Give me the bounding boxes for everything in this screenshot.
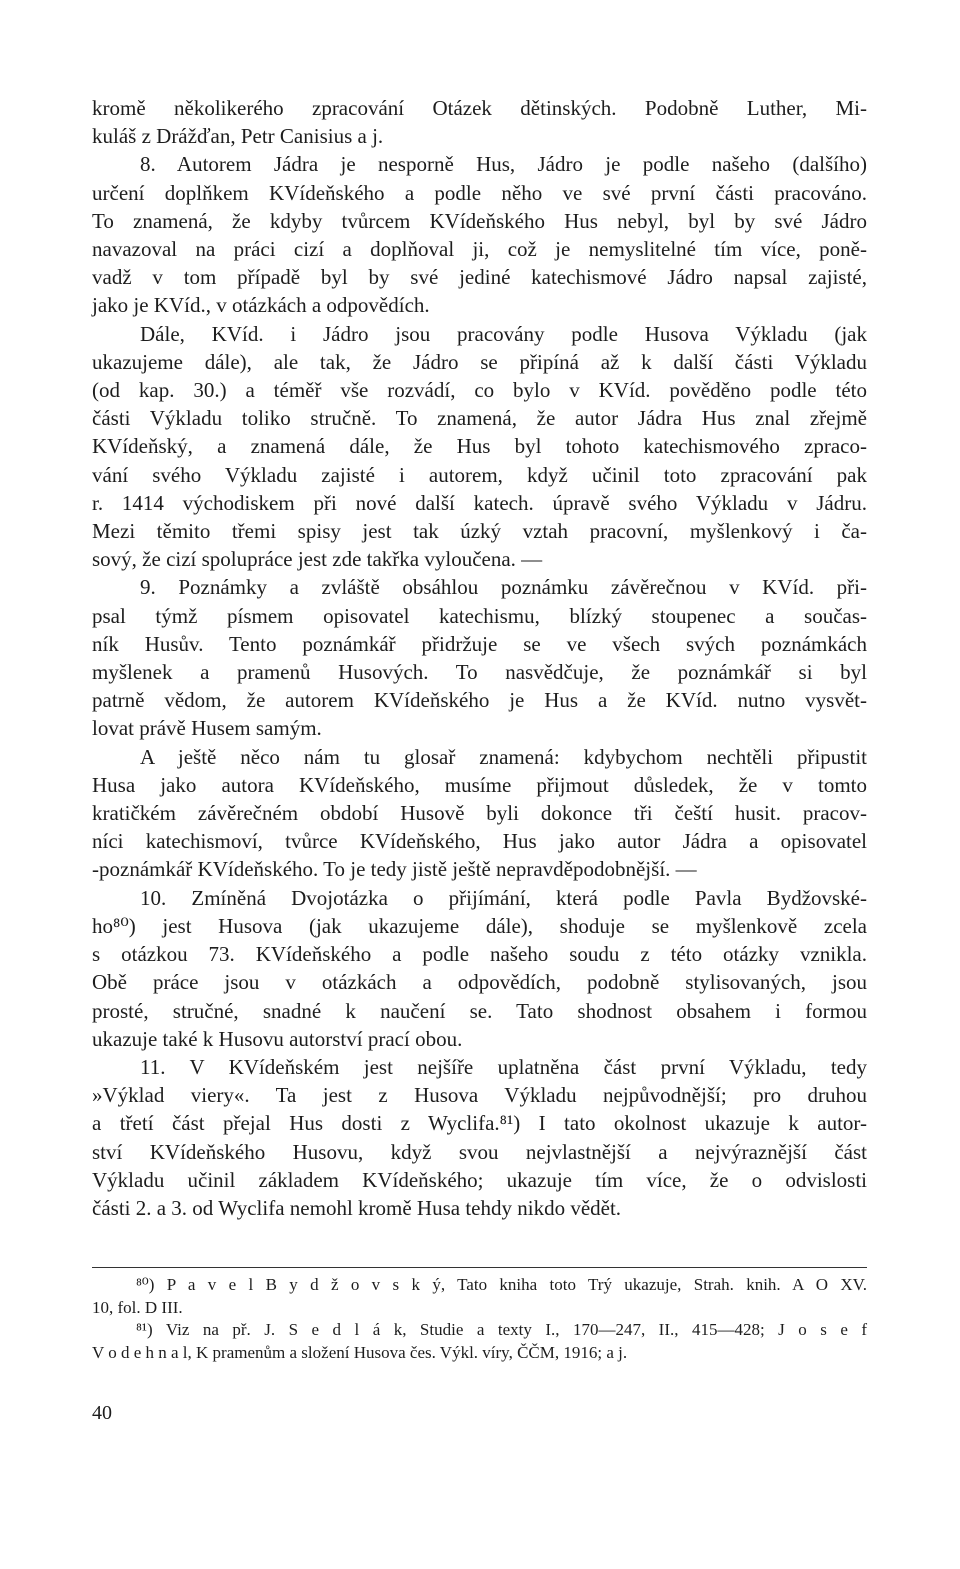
footnote-line: ⁸¹) Viz na př. J. S e d l á k, Studie a texty I., 170—247, II., 415—428; J o s e f	[136, 1320, 867, 1339]
text-line: sový, že cizí spolupráce jest zde takřka vyloučena. —	[92, 547, 543, 572]
text-line: Mezi těmito třemi spisy jest tak úzký vztah pracovní, myšlenkový i ča-	[92, 519, 867, 544]
text-line: 10. Zmíněná Dvojotázka o přijímání, která podle Pavla Bydžovské-	[140, 885, 867, 910]
text-line: níci katechismoví, tvůrce KVídeňského, Hus jako autor Jádra a opisovatel	[92, 829, 867, 854]
text-line: navazoval na práci cizí a doplňoval ji, což je nemyslitelné tím více, poně-	[92, 237, 867, 262]
text-line: To znamená, že kdyby tvůrcem KVídeňského Hus nebyl, byl by své Jádro	[92, 208, 867, 233]
text-line: kuláš z Drážďan, Petr Canisius a j.	[92, 124, 384, 149]
text-line: KVídeňský, a znamená dále, že Hus byl tohoto katechismového zpraco-	[92, 434, 867, 459]
footnote-line: V o d e h n a l, K pramenům a složení Husova čes. Výkl. víry, ČČM, 1916; a j.	[92, 1342, 628, 1362]
text-line: Husa jako autora KVídeňského, musíme přijmout důsledek, že v tomto	[92, 772, 867, 797]
text-line: »Výklad viery«. Ta jest z Husova Výkladu nejpůvodnější; pro druhou	[92, 1083, 867, 1108]
text-line: vání svého Výkladu zajisté i autorem, když učinil toto zpracování pak	[92, 462, 867, 487]
text-line: ník Husův. Tento poznámkář přidržuje se ve všech svých poznámkách	[92, 631, 867, 656]
text-line: kratičkém závěrečném období Husově byli dokonce tři čeští husit. pracov-	[92, 801, 867, 826]
text-line: 9. Poznámky a zvláště obsáhlou poznámku závěrečnou v KVíd. při-	[140, 575, 867, 600]
text-line: Obě práce jsou v otázkách a odpovědích, podobně stylisovaných, jsou	[92, 970, 867, 995]
text-line: s otázkou 73. KVídeňského a podle našeho soudu z této otázky vznikla.	[92, 942, 867, 967]
text-line: prosté, stručné, snadné k naučení se. Tato shodnost obsahem i formou	[92, 998, 867, 1023]
text-line: patrně vědom, že autorem KVídeňského je Hus a že KVíd. nutno vysvět-	[92, 688, 867, 713]
footnote-divider	[92, 1267, 867, 1268]
text-line: ukazujeme dále), ale tak, že Jádro se připíná až k další části Výkladu	[92, 349, 867, 374]
text-line: části Výkladu toliko stručně. To znamená, že autor Jádra Hus znal zřejmě	[92, 406, 867, 431]
text-line: (od kap. 30.) a téměř vše rozvádí, co bylo v KVíd. pověděno podle této	[92, 378, 867, 403]
text-line: A ještě něco nám tu glosař znamená: kdybychom nechtěli připustit	[140, 744, 867, 769]
text-line: psal týmž písmem opisovatel katechismu, blízký stoupenec a součas-	[92, 603, 867, 628]
text-line: vadž v tom případě byl by své jediné katechismové Jádro napsal zajisté,	[92, 265, 867, 290]
text-line: a třetí část přejal Hus dosti z Wyclifa.⁸¹) I tato okolnost ukazuje k autor-	[92, 1111, 867, 1136]
text-line: ství KVídeňského Husovu, když svou nejvlastnější a nejvýraznější část	[92, 1139, 867, 1164]
footnote-line: ⁸⁰) P a v e l B y d ž o v s k ý, Tato kniha toto Trý ukazuje, Strah. knih. A O XV.	[136, 1275, 867, 1294]
text-line: části 2. a 3. od Wyclifa nemohl kromě Husa tehdy nikdo vědět.	[92, 1195, 622, 1220]
text-line: 11. V KVídeňském jest nejšíře uplatněna část první Výkladu, tedy	[140, 1054, 867, 1079]
text-line: lovat právě Husem samým.	[92, 716, 322, 741]
text-line: myšlenek a pramenů Husových. To nasvědčuje, že poznámkář si byl	[92, 660, 867, 685]
page-number: 40	[92, 1402, 112, 1424]
text-line: r. 1414 východiskem při nové další katech. úpravě svého Výkladu v Jádru.	[92, 490, 867, 515]
text-line: 8. Autorem Jádra je nesporně Hus, Jádro je podle našeho (dalšího)	[140, 152, 867, 177]
main-text	[92, 94, 867, 1222]
text-line: Výkladu učinil základem KVídeňského; ukazuje tím více, že o odvislosti	[92, 1167, 867, 1192]
text-line: -poznámkář KVídeňského. To je tedy jistě ještě nepravděpodobnější. —	[92, 857, 697, 882]
footnote-line: 10, fol. D III.	[92, 1297, 183, 1317]
text-line: kromě několikerého zpracování Otázek dětinských. Podobně Luther, Mi-	[92, 96, 867, 120]
text-line: Dále, KVíd. i Jádro jsou pracovány podle Husova Výkladu (jak	[140, 321, 867, 346]
footnotes	[92, 1274, 867, 1364]
text-line: určení doplňkem KVídeňského a podle něho ve své první části pracováno.	[92, 180, 867, 205]
text-line: jako je KVíd., v otázkách a odpovědích.	[92, 293, 430, 318]
text-line: ho⁸⁰) jest Husova (jak ukazujeme dále), shoduje se myšlenkově zcela	[92, 913, 867, 938]
text-line: ukazuje také k Husovu autorství prací obou.	[92, 1026, 463, 1051]
